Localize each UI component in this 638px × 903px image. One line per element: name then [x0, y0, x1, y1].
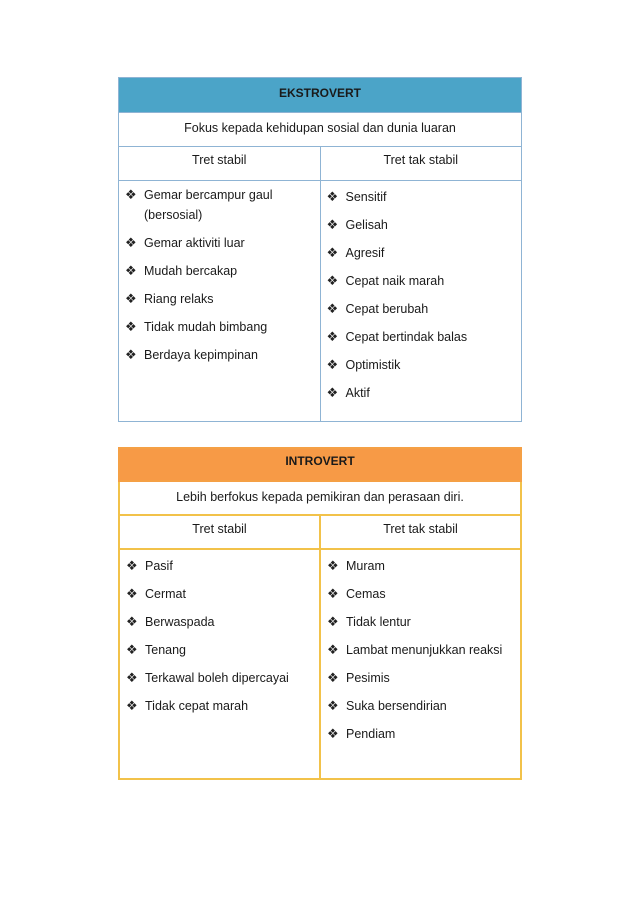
- ekstrovert-table: [118, 77, 522, 422]
- diamond-bullet-icon: ❖: [126, 558, 138, 573]
- list-item-text: Tidak cepat marah: [145, 699, 249, 713]
- list-item-text: Pendiam: [346, 727, 396, 741]
- list-item: [327, 612, 514, 632]
- diamond-bullet-icon: ❖: [126, 698, 138, 713]
- list-item-text: Riang relaks: [144, 292, 214, 306]
- diamond-bullet-icon: ❖: [327, 698, 339, 713]
- introvert-table: [118, 447, 522, 780]
- diamond-bullet-icon: ❖: [125, 263, 137, 278]
- diamond-bullet-icon: ❖: [327, 670, 339, 685]
- list-item: [327, 696, 514, 716]
- introvert-unstable-cell: [320, 549, 521, 779]
- diamond-bullet-icon: ❖: [125, 187, 137, 202]
- introvert-stable-list: [120, 550, 319, 734]
- list-item: [327, 299, 516, 319]
- diamond-bullet-icon: ❖: [326, 329, 339, 344]
- list-item-text: Sensitif: [345, 190, 387, 204]
- list-item-text: Muram: [346, 559, 385, 573]
- diamond-bullet-icon: ❖: [326, 357, 339, 372]
- list-item-text: Cemas: [346, 587, 386, 601]
- ekstrovert-subtitle: Fokus kepada kehidupan sosial dan dunia luaran: [119, 113, 522, 147]
- list-item: [125, 345, 314, 365]
- list-item: [327, 215, 516, 235]
- list-item-text: Berdaya kepimpinan: [144, 348, 258, 362]
- ekstrovert-unstable-list: [321, 181, 522, 421]
- list-item-text: Gemar aktiviti luar: [144, 236, 245, 250]
- diamond-bullet-icon: ❖: [327, 726, 339, 741]
- diamond-bullet-icon: ❖: [326, 273, 339, 288]
- list-item: [327, 640, 514, 660]
- list-item-text: Berwaspada: [145, 615, 215, 629]
- diamond-bullet-icon: ❖: [327, 614, 339, 629]
- list-item: [126, 640, 313, 660]
- list-item: [327, 724, 514, 744]
- diamond-bullet-icon: ❖: [327, 586, 339, 601]
- list-item-text: Agresif: [345, 246, 385, 260]
- list-item: [327, 383, 516, 403]
- diamond-bullet-icon: ❖: [126, 670, 138, 685]
- list-item: [125, 233, 314, 253]
- diamond-bullet-icon: ❖: [125, 319, 137, 334]
- list-item-text: Cermat: [145, 587, 186, 601]
- list-item: [327, 327, 516, 347]
- list-item-text: Tidak mudah bimbang: [144, 320, 268, 334]
- ekstrovert-col-stable: Tret stabil: [119, 147, 321, 181]
- list-item-text: Tidak lentur: [346, 615, 411, 629]
- diamond-bullet-icon: ❖: [326, 301, 339, 316]
- list-item-text: Terkawal boleh dipercayai: [145, 671, 289, 685]
- list-item-text: Aktif: [345, 386, 370, 400]
- list-item: [125, 317, 314, 337]
- diamond-bullet-icon: ❖: [326, 189, 339, 204]
- ekstrovert-title: EKSTROVERT: [119, 78, 522, 113]
- list-item-text: Cepat bertindak balas: [345, 330, 468, 344]
- list-item-text: Optimistik: [345, 358, 401, 372]
- list-item: [126, 584, 313, 604]
- list-item: [125, 185, 314, 225]
- diamond-bullet-icon: ❖: [125, 347, 137, 362]
- list-item-text: Cepat naik marah: [345, 274, 445, 288]
- diamond-bullet-icon: ❖: [125, 235, 137, 250]
- list-item: [125, 289, 314, 309]
- introvert-stable-cell: [119, 549, 320, 779]
- introvert-col-stable: Tret stabil: [119, 515, 320, 549]
- ekstrovert-col-unstable: Tret tak stabil: [320, 147, 522, 181]
- list-item: [327, 584, 514, 604]
- list-item: [327, 271, 516, 291]
- list-item-text: Gemar bercampur gaul (bersosial): [144, 188, 273, 222]
- diamond-bullet-icon: ❖: [126, 586, 138, 601]
- diamond-bullet-icon: ❖: [126, 642, 138, 657]
- list-item: [327, 668, 514, 688]
- ekstrovert-unstable-cell: [320, 181, 522, 422]
- ekstrovert-stable-list: [119, 181, 320, 383]
- list-item: [126, 612, 313, 632]
- list-item-text: Gelisah: [345, 218, 388, 232]
- list-item-text: Tenang: [145, 643, 187, 657]
- list-item: [125, 261, 314, 281]
- list-item-text: Mudah bercakap: [144, 264, 238, 278]
- ekstrovert-stable-cell: [119, 181, 321, 422]
- diamond-bullet-icon: ❖: [326, 245, 339, 260]
- list-item: [327, 556, 514, 576]
- list-item: [126, 668, 313, 688]
- introvert-subtitle: Lebih berfokus kepada pemikiran dan perasaan diri.: [119, 481, 521, 515]
- diamond-bullet-icon: ❖: [327, 558, 339, 573]
- list-item: [126, 696, 313, 716]
- diamond-bullet-icon: ❖: [326, 217, 339, 232]
- list-item: [327, 355, 516, 375]
- introvert-title: INTROVERT: [119, 448, 521, 481]
- diamond-bullet-icon: ❖: [326, 385, 339, 400]
- list-item-text: Pasif: [145, 559, 173, 573]
- diamond-bullet-icon: ❖: [327, 642, 339, 657]
- diamond-bullet-icon: ❖: [126, 614, 138, 629]
- introvert-unstable-list: [321, 550, 520, 762]
- list-item-text: Pesimis: [346, 671, 390, 685]
- introvert-col-unstable: Tret tak stabil: [320, 515, 521, 549]
- list-item-text: Lambat menunjukkan reaksi: [346, 643, 503, 657]
- list-item-text: Cepat berubah: [345, 302, 429, 316]
- diamond-bullet-icon: ❖: [125, 291, 137, 306]
- list-item-text: Suka bersendirian: [346, 699, 447, 713]
- list-item: [327, 187, 516, 207]
- list-item: [327, 243, 516, 263]
- list-item: [126, 556, 313, 576]
